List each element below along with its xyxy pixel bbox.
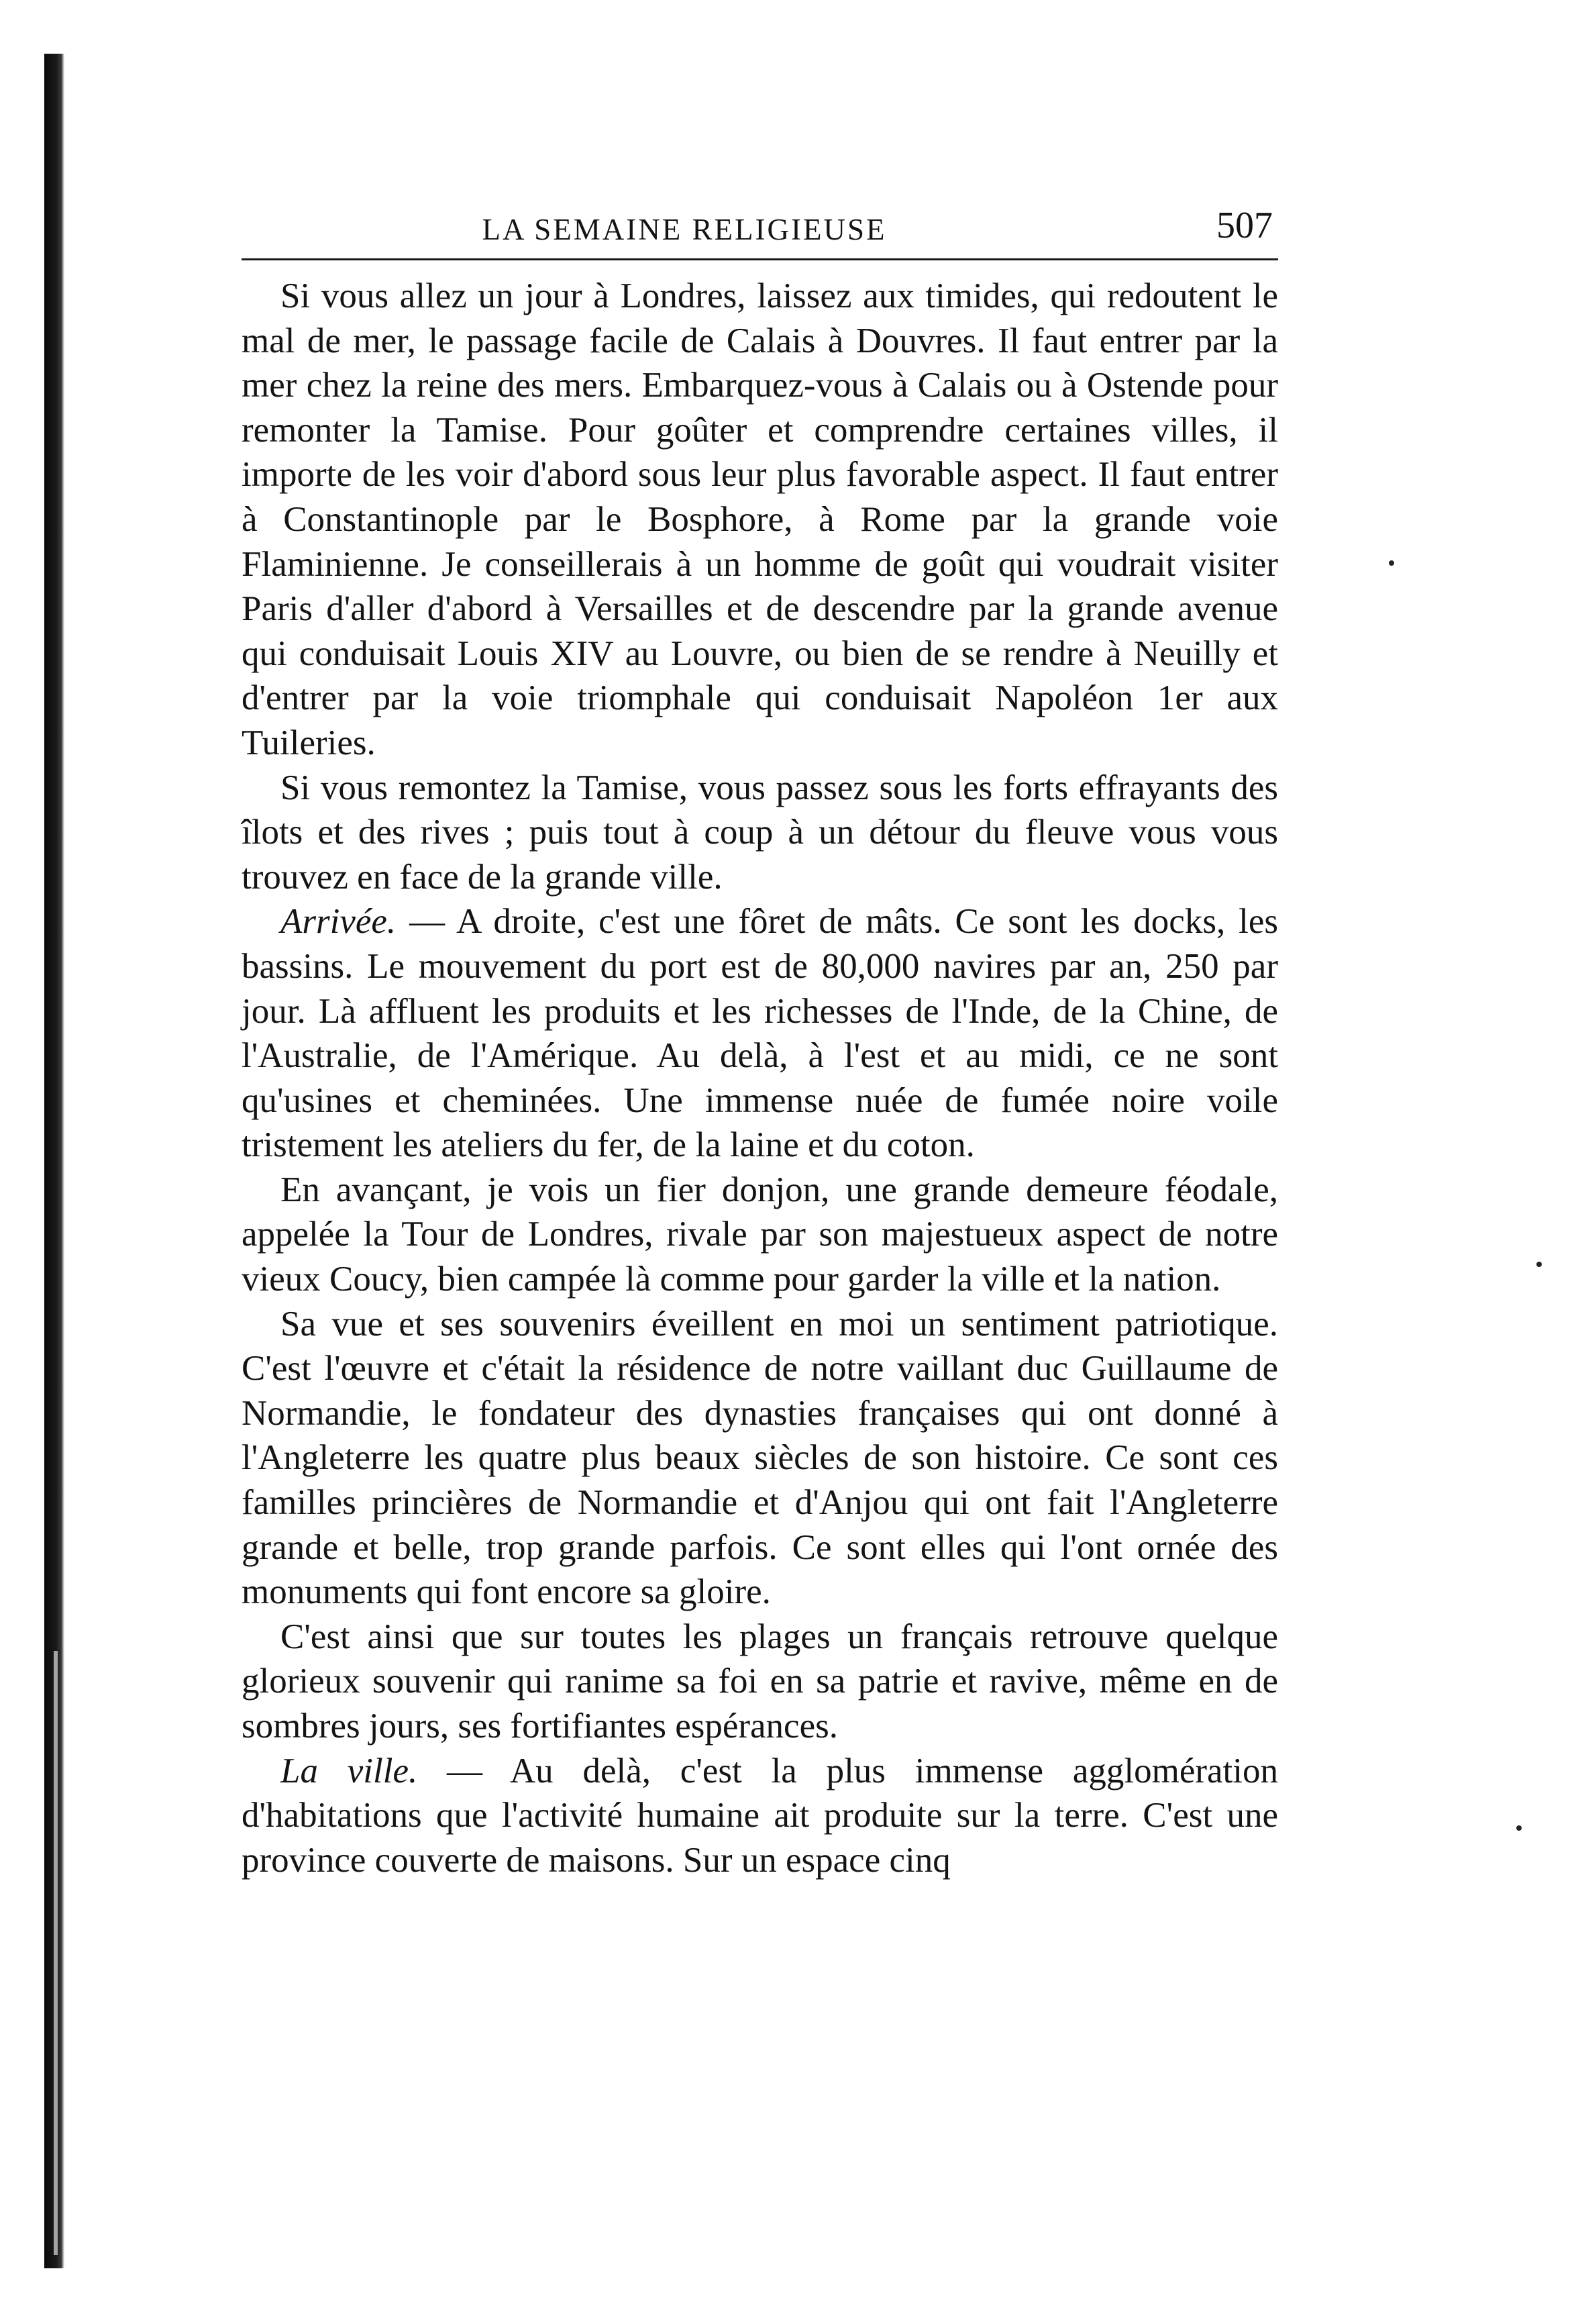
running-header [242,195,1278,260]
print-speck [1536,1262,1542,1267]
paragraph-4: En avançant, je vois un fier donjon, une grande demeure féodale, appelée la Tour de Londres, rivale par son majestueux aspect de notre vieux Coucy, bien campée là comme pour garder la ville et la nation. [242,1170,1278,1299]
page-binding-edge [44,54,64,2268]
section-heading-arrivee: Arrivée. [280,902,397,942]
section-heading-la-ville: La ville. [280,1751,418,1790]
print-speck [1389,560,1394,566]
paragraph-6: C'est ainsi que sur toutes les plages un français retrouve quelque glorieux souvenir qui ranime sa foi en sa patrie et ravive, même en de sombres jours, ses fortifiantes espérances. [242,1617,1278,1746]
body-text [242,274,1278,1882]
running-title: LA SEMAINE RELIGIEUSE [482,213,887,246]
paragraph-2: Si vous remontez la Tamise, vous passez sous les forts effrayants des îlots et des rives ; puis tout à coup à un détour du fleuve vous vous trouvez en face de la grande ville. [242,768,1278,897]
paragraph-7 [242,1749,1278,1883]
book-page [242,195,1278,1882]
page-number: 507 [1216,205,1273,246]
paragraph-1: Si vous allez un jour à Londres, laissez aux timides, qui redoutent le mal de mer, le passage facile de Calais à Douvres. Il faut entrer par la mer chez la reine des mers. Embarquez-vous à Calais ou à Ostende pour remonter la Tamise. Pour goûter et comprendre certaines villes, il importe de les voir d'abord sous leur plus favorable aspect. Il faut entrer à Constantinople par le Bosphore, à Rome par la grande voie Flaminienne. Je conseillerais à un homme de goût qui voudrait visiter Paris d'aller d'abord à Versailles et de descendre par la grande avenue qui conduisait Louis XIV au Louvre, ou bien de se rendre à Neuilly et d'entrer par la voie triomphale qui conduisait Napoléon 1er aux Tuileries. [242,276,1278,762]
paragraph-3-text: — A droite, c'est une fôret de mâts. Ce sont les docks, les bassins. Le mouvement du port est de 80,000 navires par an, 250 par jour. Là affluent les produits et les richesses de l'Inde, de la Chine, de l'Australie, de l'Amérique. Au delà, à l'est et au midi, ce ne sont qu'usines et cheminées. Une immense nuée de fumée noire voile tristement les ateliers du fer, de la laine et du coton. [242,902,1278,1165]
paragraph-3 [242,899,1278,1168]
paragraph-7-text: — Au delà, c'est la plus immense agglomération d'habitations que l'activité humaine ait produite sur la terre. C'est une province couverte de maisons. Sur un espace cinq [242,1751,1278,1880]
print-speck [1516,1825,1522,1831]
paragraph-5: Sa vue et ses souvenirs éveillent en moi un sentiment patriotique. C'est l'œuvre et c'était la résidence de notre vaillant duc Guillaume de Normandie, le fondateur des dynasties françaises qui ont donné à l'Angleterre les quatre plus beaux siècles de son histoire. Ce sont ces familles princières de Normandie et d'Anjou qui ont fait l'Angleterre grande et belle, trop grande parfois. Ce sont elles qui l'ont ornée des monuments qui font encore sa gloire. [242,1304,1278,1612]
